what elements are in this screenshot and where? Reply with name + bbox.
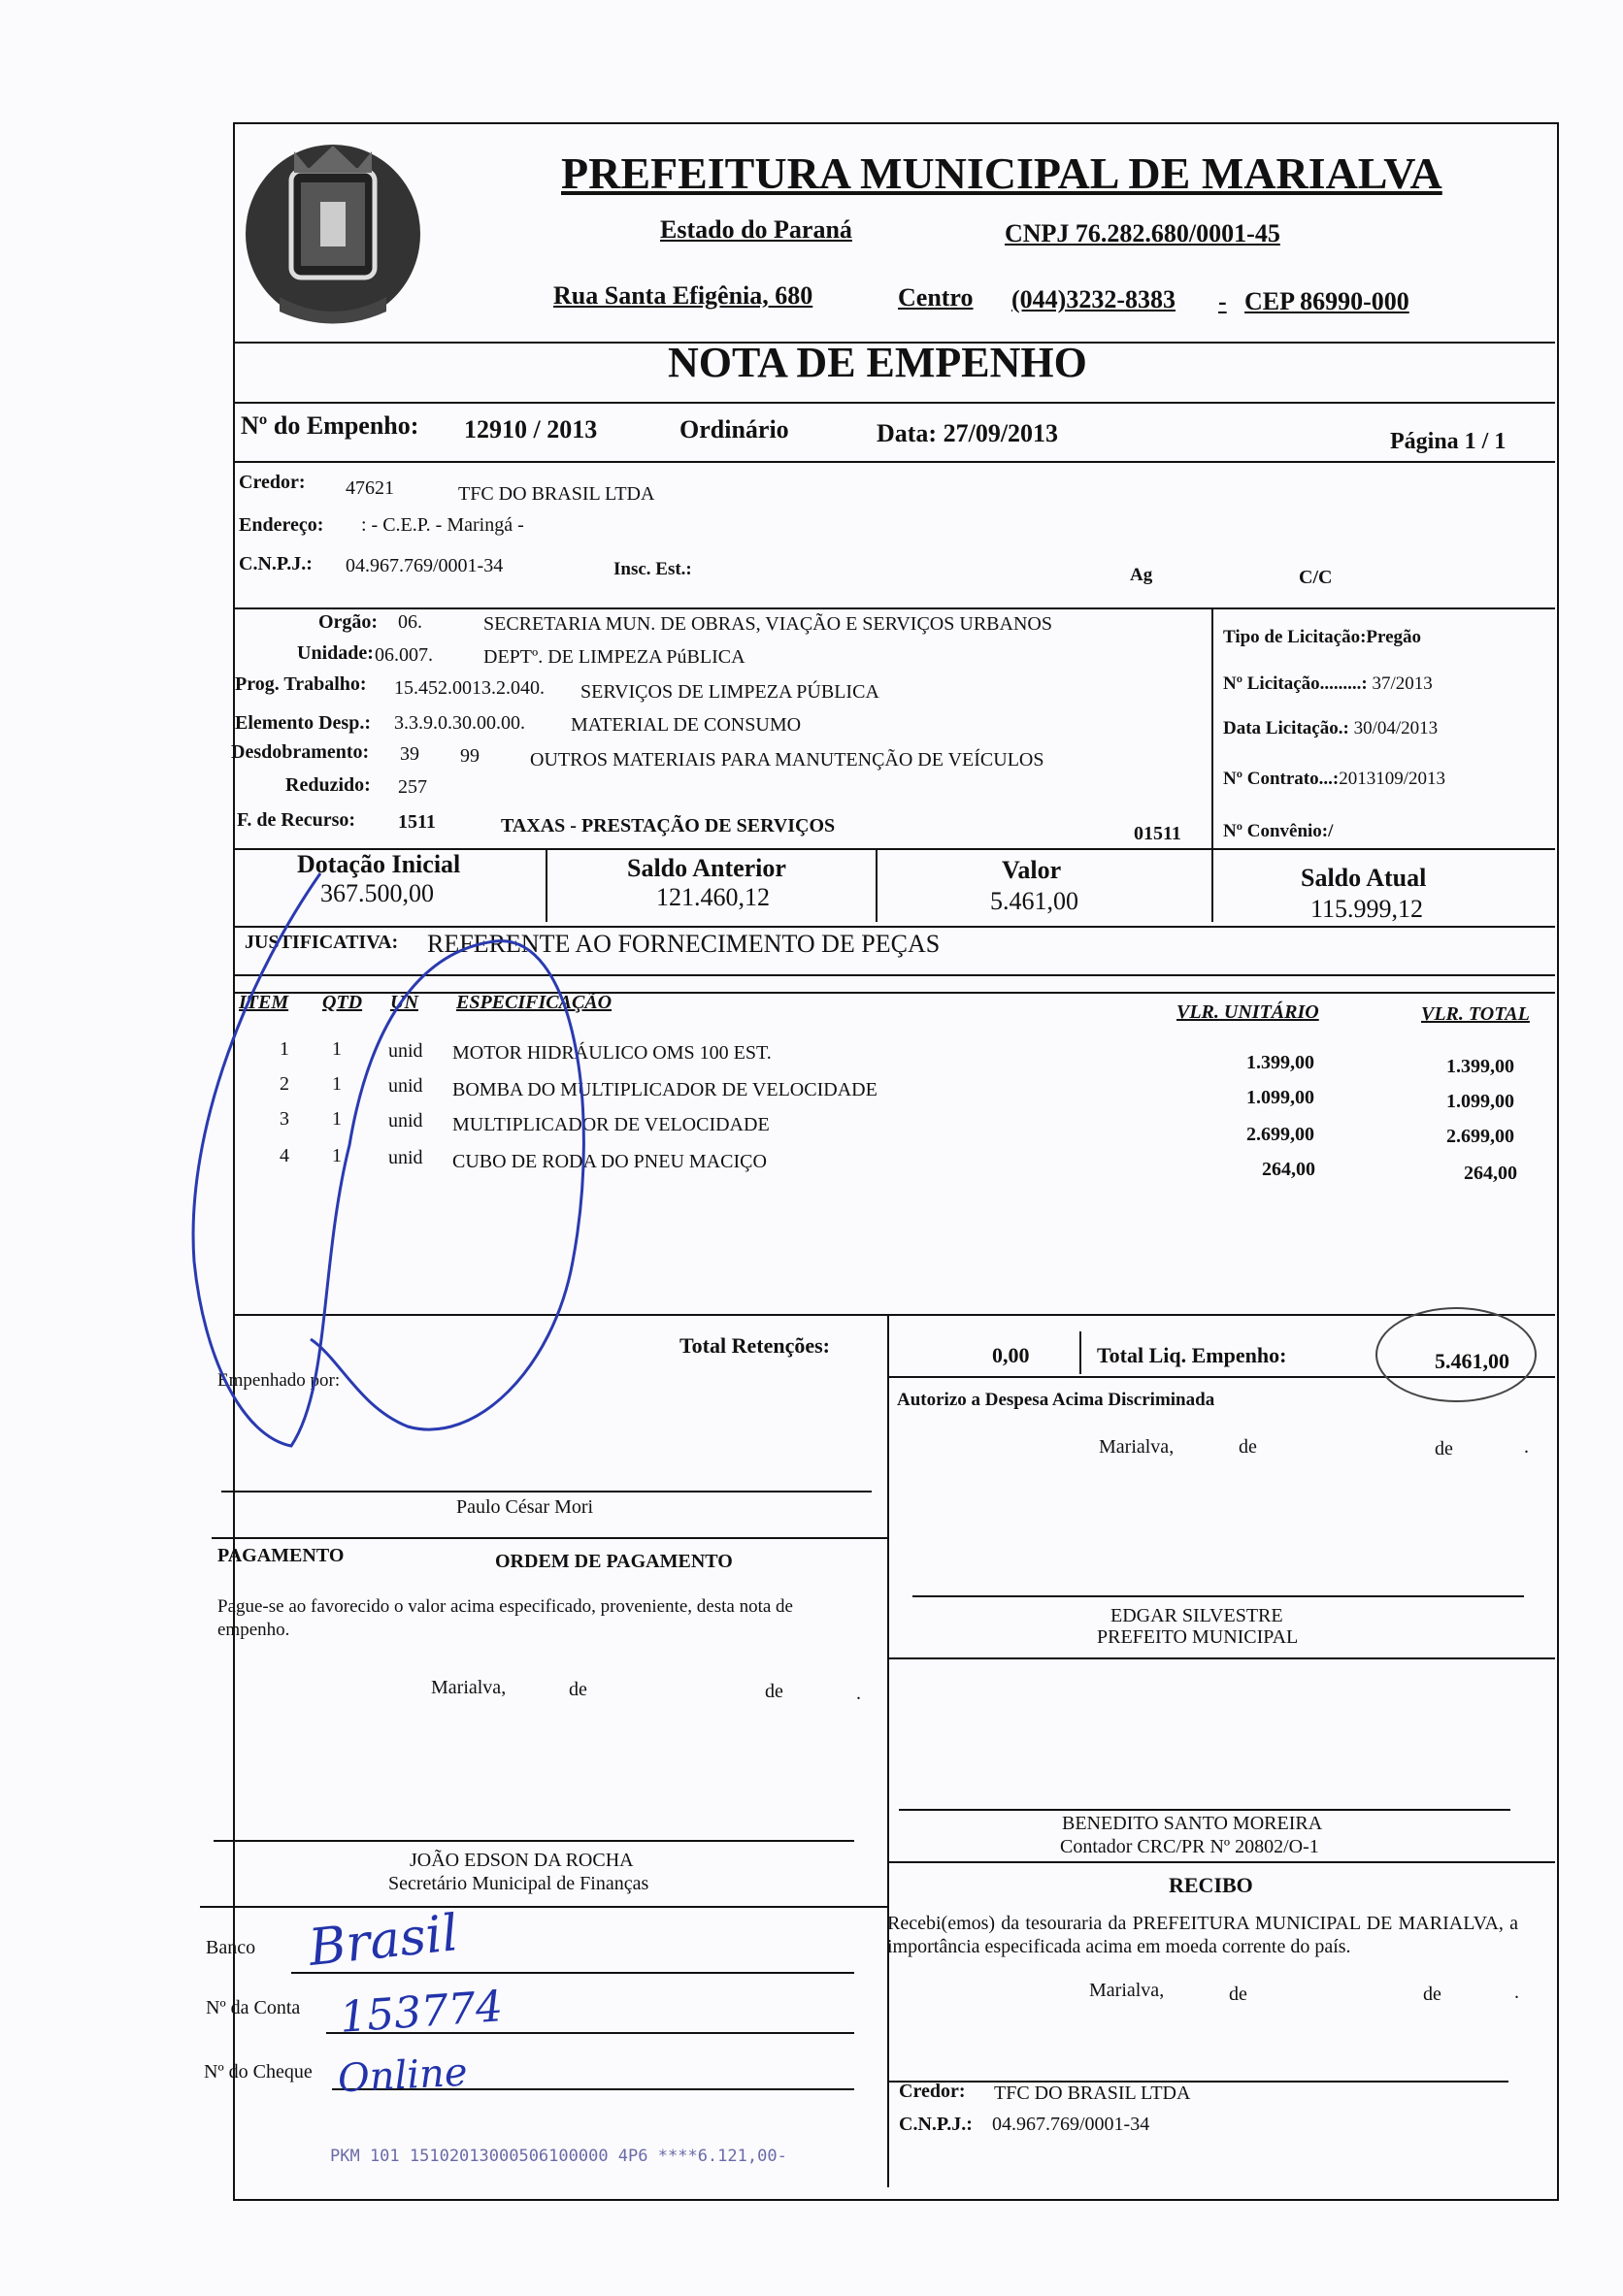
divider-title-bottom xyxy=(233,402,1555,404)
row-unit: 1.399,00 xyxy=(1246,1052,1314,1073)
secretario-name: JOÃO EDSON DA ROCHA xyxy=(410,1850,634,1871)
contador-sign-line xyxy=(899,1809,1510,1811)
divider-prefeito xyxy=(887,1657,1555,1659)
col-header-unit: VLR. UNITÁRIO xyxy=(1176,1001,1319,1023)
empenhado-sign-line xyxy=(221,1491,872,1492)
header-state: Estado do Paraná xyxy=(660,215,852,244)
recibo-city: Marialva, xyxy=(1089,1980,1165,2001)
licitacao-contrato xyxy=(1223,769,1445,790)
pagamento-city: Marialva, xyxy=(431,1677,507,1698)
header-cep: CEP 86990-000 xyxy=(1244,287,1409,315)
reduzido-code: 257 xyxy=(398,776,427,798)
empenhado-label: Empenhado por: xyxy=(217,1370,341,1391)
credor-cc-label: C/C xyxy=(1299,567,1333,588)
recibo-de2: de xyxy=(1423,1984,1441,2005)
divider-credor xyxy=(233,607,1555,609)
divider-contador xyxy=(887,1861,1555,1863)
recurso-code: 1511 xyxy=(398,811,436,833)
licitacao-tipo: Tipo de Licitação:Pregão xyxy=(1223,627,1422,647)
row-qtd: 1 xyxy=(332,1145,342,1166)
unidade-name: DEPTº. DE LIMPEZA PúBLICA xyxy=(483,646,745,668)
row-unit: 1.099,00 xyxy=(1246,1087,1314,1108)
row-unit: 2.699,00 xyxy=(1246,1124,1314,1145)
elem-label: Elemento Desp.: xyxy=(235,712,371,734)
prog-name: SERVIÇOS DE LIMPEZA PÚBLICA xyxy=(580,681,879,703)
header-dash: - xyxy=(1218,287,1227,315)
divider-totals-1 xyxy=(887,1314,889,2187)
prog-label: Prog. Trabalho: xyxy=(235,673,367,695)
ink-check-mark xyxy=(165,854,631,1475)
divider-totals-2 xyxy=(1079,1331,1081,1374)
justificativa-text: REFERENTE AO FORNECIMENTO DE PEÇAS xyxy=(427,930,941,958)
recibo-de1: de xyxy=(1229,1984,1247,2005)
licitacao-data-value: 30/04/2013 xyxy=(1353,718,1439,738)
licitacao-contrato-label: Nº Contrato...: xyxy=(1223,769,1340,789)
dotacao-label: Dotação Inicial xyxy=(297,850,461,878)
pagamento-de2: de xyxy=(765,1681,783,1702)
desd-code1: 39 xyxy=(400,743,419,765)
contador-role: Contador CRC/PR Nº 20802/O-1 xyxy=(1060,1836,1319,1857)
orgao-label: Orgão: xyxy=(318,611,379,633)
row-espec: BOMBA DO MULTIPLICADOR DE VELOCIDADE xyxy=(452,1079,878,1100)
row-item: 1 xyxy=(280,1038,289,1060)
row-un: unid xyxy=(388,1110,423,1132)
licitacao-data xyxy=(1223,718,1438,739)
prog-code: 15.452.0013.2.040. xyxy=(394,677,545,699)
credor-cnpj: 04.967.769/0001-34 xyxy=(346,555,504,576)
total-liq-label: Total Liq. Empenho: xyxy=(1097,1343,1287,1367)
divider-budget-vertical xyxy=(1211,607,1213,858)
header-address: Rua Santa Efigênia, 680 xyxy=(553,281,813,310)
divider-empenho xyxy=(233,461,1555,463)
licitacao-contrato-value: 2013109/2013 xyxy=(1339,769,1445,789)
credor-address-label: Endereço: xyxy=(239,514,324,536)
desd-label: Desdobramento: xyxy=(231,741,370,763)
recibo-sign-line xyxy=(887,2081,1508,2083)
desd-code2: 99 xyxy=(460,745,480,767)
recibo-credor-label: Credor: xyxy=(899,2081,966,2102)
row-espec: MULTIPLICADOR DE VELOCIDADE xyxy=(452,1114,770,1135)
prefeito-sign-line xyxy=(912,1595,1524,1597)
licitacao-numero xyxy=(1223,673,1433,695)
dotacao-value: 367.500,00 xyxy=(320,879,434,907)
saldo-atual-label: Saldo Atual xyxy=(1301,864,1427,892)
orgao-code: 06. xyxy=(398,611,422,633)
empenho-number-label: Nº do Empenho: xyxy=(241,411,419,440)
row-item: 4 xyxy=(280,1145,289,1166)
justificativa-label: JUSTIFICATIVA: xyxy=(245,932,399,953)
autorizo-dot: . xyxy=(1524,1436,1529,1458)
total-retencoes-label: Total Retenções: xyxy=(679,1333,830,1358)
secretario-role: Secretário Municipal de Finanças xyxy=(388,1873,649,1894)
empenhado-name: Paulo César Mori xyxy=(456,1496,594,1518)
banco-label: Banco xyxy=(206,1937,256,1958)
prefeito-name: EDGAR SILVESTRE xyxy=(1110,1605,1283,1626)
elem-name: MATERIAL DE CONSUMO xyxy=(571,714,802,736)
row-un: unid xyxy=(388,1075,423,1097)
ordem-pagamento-label: ORDEM DE PAGAMENTO xyxy=(495,1551,733,1572)
empenho-type: Ordinário xyxy=(679,415,789,443)
credor-label: Credor: xyxy=(239,472,306,493)
prefeito-role: PREFEITO MUNICIPAL xyxy=(1097,1626,1299,1648)
total-retencoes-value: 0,00 xyxy=(992,1343,1030,1367)
row-total: 2.699,00 xyxy=(1446,1126,1514,1147)
recibo-dot: . xyxy=(1514,1982,1519,2003)
row-qtd: 1 xyxy=(332,1073,342,1095)
divider-empenhado xyxy=(212,1537,887,1539)
coat-of-arms-logo xyxy=(241,132,425,336)
licitacao-numero-label: Nº Licitação.........: xyxy=(1223,673,1368,694)
pagamento-label: PAGAMENTO xyxy=(217,1545,345,1566)
footer-stamp: PKM 101 15102013000506100000 4P6 ****6.121,00- xyxy=(330,2147,787,2166)
recurso-name: TAXAS - PRESTAÇÃO DE SERVIÇOS xyxy=(501,815,836,836)
col-header-item: ITEM xyxy=(239,992,289,1013)
credor-insc-label: Insc. Est.: xyxy=(613,559,692,579)
saldo-anterior-label: Saldo Anterior xyxy=(627,854,786,882)
valor-label: Valor xyxy=(1002,856,1062,884)
recurso-label: F. de Recurso: xyxy=(237,809,356,831)
pagamento-text: Pague-se ao favorecido o valor acima especificado, proveniente, desta nota de empenho. xyxy=(217,1596,793,1640)
row-total: 264,00 xyxy=(1464,1163,1517,1184)
empenho-date: Data: 27/09/2013 xyxy=(877,419,1059,447)
desd-name: OUTROS MATERIAIS PARA MANUTENÇÃO DE VEÍCULOS xyxy=(530,749,1044,771)
row-qtd: 1 xyxy=(332,1108,342,1130)
col-header-espec: ESPECIFICAÇÃO xyxy=(456,992,613,1013)
row-un: unid xyxy=(388,1040,423,1062)
autorizo-city: Marialva, xyxy=(1099,1436,1175,1458)
credor-address: : - C.E.P. - Maringá - xyxy=(361,514,524,536)
autorizo-de2: de xyxy=(1435,1438,1453,1460)
pagamento-dot: . xyxy=(856,1683,861,1704)
row-item: 2 xyxy=(280,1073,289,1095)
valor-value: 5.461,00 xyxy=(990,887,1078,915)
unidade-code: 06.007. xyxy=(375,644,433,666)
contador-name: BENEDITO SANTO MOREIRA xyxy=(1062,1813,1323,1834)
cheque-handwritten: Online xyxy=(336,2050,469,2102)
document-title: NOTA DE EMPENHO xyxy=(668,339,1087,386)
empenho-page: Página 1 / 1 xyxy=(1390,429,1507,454)
conta-handwritten: 153774 xyxy=(338,1982,505,2043)
pagamento-de1: de xyxy=(569,1679,587,1700)
credor-ag-label: Ag xyxy=(1130,565,1153,585)
divider-saldo-3 xyxy=(1211,848,1213,922)
recibo-credor: TFC DO BRASIL LTDA xyxy=(994,2083,1191,2104)
divider-secretario xyxy=(200,1906,887,1908)
reduzido-label: Reduzido: xyxy=(285,774,371,796)
row-espec: CUBO DE RODA DO PNEU MACIÇO xyxy=(452,1151,767,1172)
autorizo-text: Autorizo a Despesa Acima Discriminada xyxy=(897,1390,1215,1410)
row-total: 1.099,00 xyxy=(1446,1091,1514,1112)
orgao-name: SECRETARIA MUN. DE OBRAS, VIAÇÃO E SERVIÇOS URBANOS xyxy=(483,613,1052,635)
header-phone: (044)3232-8383 xyxy=(1011,285,1176,313)
header-title: PREFEITURA MUNICIPAL DE MARIALVA xyxy=(561,148,1442,198)
row-qtd: 1 xyxy=(332,1038,342,1060)
licitacao-numero-value: 37/2013 xyxy=(1372,673,1433,694)
unidade-label: Unidade: xyxy=(297,642,374,664)
col-header-total: VLR. TOTAL xyxy=(1421,1003,1530,1025)
banco-line xyxy=(291,1972,854,1974)
recibo-cnpj-label: C.N.P.J.: xyxy=(899,2114,973,2135)
recibo-cnpj: 04.967.769/0001-34 xyxy=(992,2114,1150,2135)
row-un: unid xyxy=(388,1147,423,1168)
saldo-atual-value: 115.999,12 xyxy=(1310,895,1424,923)
total-liq-value: 5.461,00 xyxy=(1435,1349,1509,1373)
autorizo-de1: de xyxy=(1239,1436,1257,1458)
divider-saldo-2 xyxy=(876,848,878,922)
credor-name: TFC DO BRASIL LTDA xyxy=(458,483,655,505)
elem-code: 3.3.9.0.30.00.00. xyxy=(394,712,525,734)
header-district: Centro xyxy=(898,283,974,312)
col-header-qtd: QTD xyxy=(322,992,363,1013)
row-total: 1.399,00 xyxy=(1446,1056,1514,1077)
conta-label: Nº da Conta xyxy=(206,1997,301,2018)
row-unit: 264,00 xyxy=(1262,1159,1315,1180)
recurso-code2: 01511 xyxy=(1134,823,1181,844)
recibo-label: RECIBO xyxy=(1169,1873,1253,1897)
empenho-number: 12910 / 2013 xyxy=(464,415,598,443)
banco-handwritten: Brasil xyxy=(306,1904,461,1978)
col-header-un: UN xyxy=(390,992,418,1013)
licitacao-convenio: Nº Convênio:/ xyxy=(1223,821,1334,841)
secretario-sign-line xyxy=(214,1840,854,1842)
saldo-anterior-value: 121.460,12 xyxy=(656,883,770,911)
cheque-label: Nº do Cheque xyxy=(204,2061,313,2083)
row-item: 3 xyxy=(280,1108,289,1130)
licitacao-data-label: Data Licitação.: xyxy=(1223,718,1349,738)
row-espec: MOTOR HIDRÁULICO OMS 100 EST. xyxy=(452,1042,772,1064)
credor-code: 47621 xyxy=(346,477,394,499)
ink-total-circle xyxy=(1369,1296,1543,1413)
recibo-text: Recebi(emos) da tesouraria da PREFEITURA MUNICIPAL DE MARIALVA, a importância especificada acima em moeda corrente do país. xyxy=(887,1913,1518,1957)
credor-cnpj-label: C.N.P.J.: xyxy=(239,553,313,574)
header-cnpj: CNPJ 76.282.680/0001-45 xyxy=(1005,219,1280,247)
